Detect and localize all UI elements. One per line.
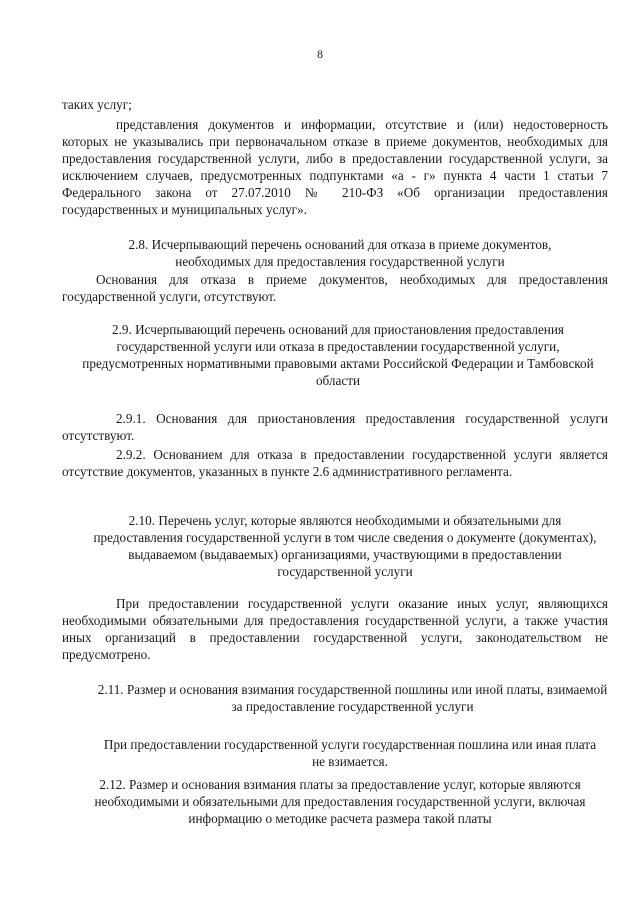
- heading-2-12: 2.12. Размер и основания взимания платы за предоставление услуг, которые являются необходимыми и обязательными для предоставления государственной услуги, включая информацию о методике расчета размера такой платы: [94, 777, 586, 826]
- heading-2-9: 2.9. Исчерпывающий перечень оснований для приостановления предоставления государственной услуги или отказа в предоставлении государственной услуги, предусмотренных нормативными правовыми актами Российской Федерации и Тамбовской области: [82, 322, 594, 388]
- paragraph-documents: представления документов и информации, отсутствие и (или) недостоверность которых не указывались при первоначальном отказе в приеме документов, необходимых для предоставления государственной услуги, либо в предоставлении государственной услуги, за исключением случаев, предусмотренных подпунктами «а - г» пункта 4 части 1 статьи 7 Федерального закона от 27.07.2010 № 210-ФЗ «Об организации предоставления государственных и муниципальных услуг».: [62, 117, 608, 217]
- paragraph-2-8-body: Основания для отказа в приеме документов, необходимых для предоставления государственной услуги, отсутствуют.: [62, 272, 608, 304]
- paragraph-2-9-2: 2.9.2. Основанием для отказа в предоставлении государственной услуги является отсутствие документов, указанных в пункте 2.6 административного регламента.: [62, 447, 608, 479]
- paragraph-2-10-body: При предоставлении государственной услуги оказание иных услуг, являющихся необходимыми обязательными для предоставления государственной услуги, а также участия иных организаций в предоставлении государственной услуги, законодательством не предусмотрено.: [62, 596, 608, 662]
- page-number: 8: [317, 47, 323, 61]
- paragraph-2-11-body: При предоставлении государственной услуги государственная пошлина или иная плата не взимается.: [103, 737, 597, 769]
- paragraph-continuation: таких услуг;: [62, 97, 132, 112]
- heading-2-10: 2.10. Перечень услуг, которые являются необходимыми и обязательными для предоставления государственной услуги в том числе сведения о документе (документах), выдаваемом (выдаваемых) организациями, участвующими в предоставлении государственной услуги: [93, 513, 597, 579]
- heading-2-11: 2.11. Размер и основания взимания государственной пошлины или иной платы, взимаемой за предоставление государственной услуги: [97, 682, 608, 714]
- heading-2-8: 2.8. Исчерпывающий перечень оснований для отказа в приеме документов, необходимых для предоставления государственной услуги: [128, 237, 552, 269]
- paragraph-2-9-1: 2.9.1. Основания для приостановления предоставления государственной услуги отсутствуют.: [62, 411, 608, 443]
